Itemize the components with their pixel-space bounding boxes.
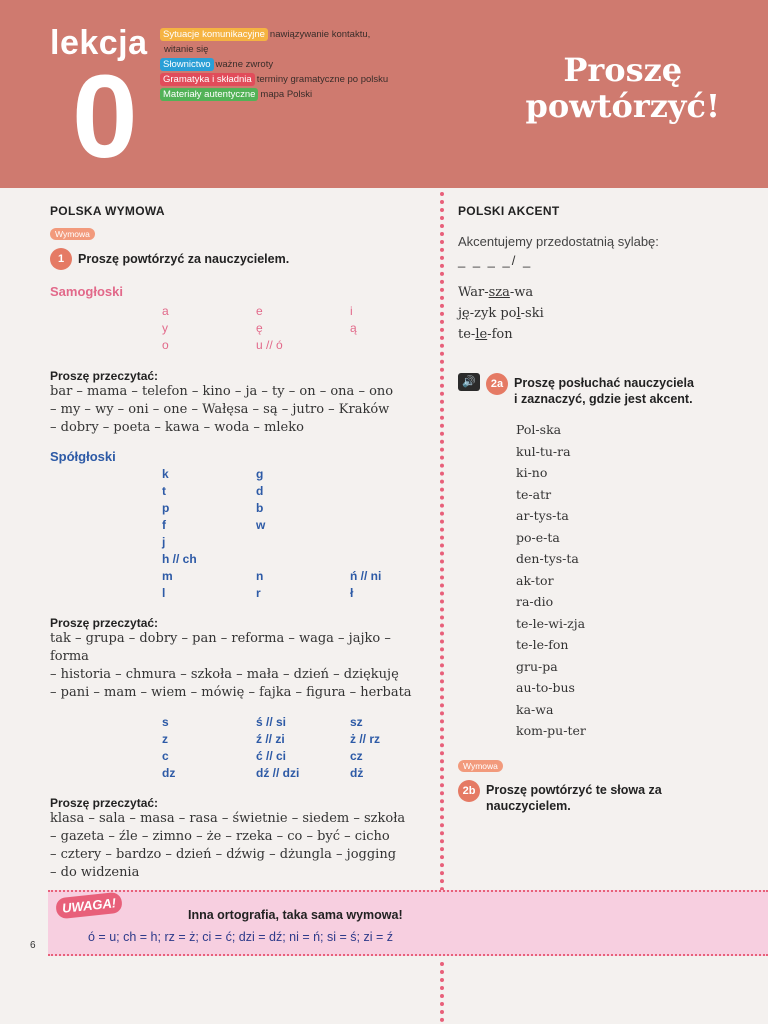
vowels-table <box>50 303 430 357</box>
topic-row <box>160 27 388 42</box>
pronunciation-pill: Wymowa <box>458 760 503 772</box>
accent-examples <box>458 282 748 345</box>
consonant: h // ch <box>162 552 197 566</box>
read-words <box>50 630 430 702</box>
vowel: i <box>350 304 353 318</box>
lesson-title <box>525 52 720 124</box>
sibilants-table <box>50 714 430 786</box>
section-title: POLSKA WYMOWA <box>50 204 165 218</box>
exercise-number: 2a <box>486 373 508 395</box>
consonant: n <box>256 569 264 583</box>
lesson-label: lekcja <box>50 24 148 62</box>
exercise-1 <box>50 248 430 270</box>
sibilant: dź // dzi <box>256 766 300 780</box>
topic-row <box>160 72 388 87</box>
audio-icon[interactable]: 🔊 <box>458 373 480 391</box>
exercise-instruction: Proszę powtórzyć za nauczycielem. <box>78 252 290 266</box>
title-line: Proszę <box>563 51 683 89</box>
read-line: – cztery – bardzo – dzień – dźwig – dżungla – jogging <box>50 847 397 862</box>
consonant: p <box>162 501 170 515</box>
word-item: po-e-ta <box>516 529 560 545</box>
word-item: te-le-wi-zja <box>516 615 586 631</box>
exercise-number: 2b <box>458 780 480 802</box>
consonant: t <box>162 484 166 498</box>
exercise-2b <box>458 780 748 814</box>
topic-tag: Słownictwo <box>160 58 214 71</box>
vowel: ę <box>256 321 263 335</box>
word-item: ka-wa <box>516 701 554 717</box>
page-number: 6 <box>30 940 36 951</box>
stressed-syllable: le <box>475 327 488 342</box>
instruction-line: nauczycielem. <box>486 798 571 813</box>
read-heading: Proszę przeczytać: <box>50 616 159 630</box>
word-item: au-to-bus <box>516 680 575 695</box>
word-item: kom-pu-ter <box>516 723 586 738</box>
syllable: War- <box>458 285 489 300</box>
sibilant: dż <box>350 766 364 780</box>
lesson-header <box>0 0 768 188</box>
word-list <box>516 419 748 742</box>
read-line: – pani – mam – wiem – mówię – fajka – figura – herbata <box>50 685 412 700</box>
topic-text: mapa Polski <box>260 89 313 100</box>
accent-pattern: _ _ _ _/ _ <box>458 253 533 268</box>
consonant: ń // ni <box>350 569 382 583</box>
consonant: l <box>162 586 166 600</box>
read-line: tak – grupa – dobry – pan – reforma – waga – jajko – forma <box>50 631 391 664</box>
right-column <box>458 204 748 814</box>
consonant: d <box>256 484 264 498</box>
topic-text: terminy gramatyczne po polsku <box>256 74 389 85</box>
sibilant: ć // ci <box>256 749 287 763</box>
instruction-line: i zaznaczyć, gdzie jest akcent. <box>514 392 693 406</box>
vowel: ą <box>350 321 357 335</box>
accent-example <box>458 282 748 303</box>
consonant: f <box>162 518 166 532</box>
sibilant: ś // si <box>256 715 287 729</box>
note-badge: UWAGA! <box>55 892 123 920</box>
lesson-topics <box>160 27 388 102</box>
sibilant: sz <box>350 715 363 729</box>
read-line: – dobry – poeta – kawa – woda – mleko <box>50 420 304 435</box>
read-words <box>50 383 430 437</box>
read-line: – my – wy – oni – one – Wałęsa – są – jutro – Kraków <box>50 402 390 417</box>
read-line: bar – mama – telefon – kino – ja – ty – on – ona – ono <box>50 384 394 399</box>
word-item: den-tys-ta <box>516 551 579 566</box>
word-item: ra-dio <box>516 594 554 609</box>
word-item: gru-pa <box>516 658 558 674</box>
column-divider <box>440 192 444 892</box>
title-line: powtórzyć! <box>525 87 720 125</box>
topic-row <box>160 42 388 57</box>
read-heading: Proszę przeczytać: <box>50 796 159 810</box>
vowel: o <box>162 338 169 352</box>
instruction-line: Proszę powtórzyć te słowa za <box>486 782 662 797</box>
topic-tag: Sytuacje komunikacyjne <box>160 28 268 41</box>
vowel: u // ó <box>256 338 283 352</box>
section-title: POLSKI AKCENT <box>458 204 560 218</box>
exercise-2a <box>458 373 748 407</box>
topic-text: ważne zwroty <box>215 59 274 70</box>
read-line: – do widzenia <box>50 865 140 880</box>
syllable: -zyk po <box>469 306 517 321</box>
stressed-syllable: ję <box>458 306 470 321</box>
sibilant: cz <box>350 749 363 763</box>
accent-example <box>458 303 748 324</box>
note-box <box>48 890 768 956</box>
syllable: -wa <box>509 285 534 300</box>
consonant: g <box>256 467 264 481</box>
topic-row <box>160 57 388 72</box>
word-item: ak-tor <box>516 572 554 588</box>
topic-tag: Gramatyka i składnia <box>160 73 255 86</box>
word-item: te-atr <box>516 486 552 502</box>
note-text: ó = u; ch = h; rz = ż; ci = ć; dzi = dź; ni = ń; si = ś; zi = ź <box>88 930 393 944</box>
instruction-line: Proszę posłuchać nauczyciela <box>514 376 694 390</box>
consonant: b <box>256 501 264 515</box>
topic-tag: Materiały autentyczne <box>160 88 258 101</box>
consonants-heading: Spółgłoski <box>50 449 116 464</box>
consonant: ł <box>350 586 354 600</box>
topic-text: witanie się <box>164 44 209 55</box>
word-item: Pol-ska <box>516 422 562 437</box>
word-item: kul-tu-ra <box>516 443 571 459</box>
syllable: te- <box>458 327 476 342</box>
exercise-instruction <box>486 782 662 814</box>
topic-row <box>160 87 388 102</box>
consonant: j <box>162 535 166 549</box>
exercise-instruction <box>514 375 694 407</box>
left-column <box>50 204 430 882</box>
sibilant: ż // rz <box>350 732 381 746</box>
syllable: -ski <box>520 306 544 321</box>
syllable: -fon <box>487 327 513 342</box>
pronunciation-pill: Wymowa <box>50 228 95 240</box>
consonant: m <box>162 569 173 583</box>
read-line: – gazeta – źle – zimno – że – rzeka – co – być – cicho <box>50 829 390 844</box>
sibilant: z <box>162 732 168 746</box>
read-heading: Proszę przeczytać: <box>50 369 159 383</box>
read-line: – historia – chmura – szkoła – mała – dzień – dziękuję <box>50 667 399 682</box>
read-line: klasa – sala – masa – rasa – świetnie – siedem – szkoła <box>50 811 406 826</box>
sibilant: dz <box>162 766 176 780</box>
consonant: r <box>256 586 261 600</box>
consonant: k <box>162 467 169 481</box>
consonant: w <box>256 518 266 532</box>
note-title: Inna ortografia, taka sama wymowa! <box>188 908 403 922</box>
topic-text: nawiązywanie kontaktu, <box>269 29 371 40</box>
consonants-table <box>50 466 430 606</box>
stressed-syllable: l <box>516 306 521 321</box>
column-divider <box>440 962 444 1022</box>
sibilant: s <box>162 715 169 729</box>
sibilant: c <box>162 749 169 763</box>
sibilant: ź // zi <box>256 732 285 746</box>
stressed-syllable: sza <box>488 285 510 300</box>
accent-example <box>458 324 748 345</box>
word-item: ar-tys-ta <box>516 508 569 523</box>
read-words <box>50 810 430 882</box>
vowels-heading: Samogłoski <box>50 284 123 299</box>
word-item: te-le-fon <box>516 637 569 652</box>
vowel: e <box>256 304 263 318</box>
lesson-number: 0 <box>72 51 138 183</box>
exercise-number: 1 <box>50 248 72 270</box>
word-item: ki-no <box>516 465 548 480</box>
vowel: a <box>162 304 169 318</box>
vowel: y <box>162 321 168 335</box>
accent-note: Akcentujemy przedostatnią sylabę: <box>458 234 659 249</box>
